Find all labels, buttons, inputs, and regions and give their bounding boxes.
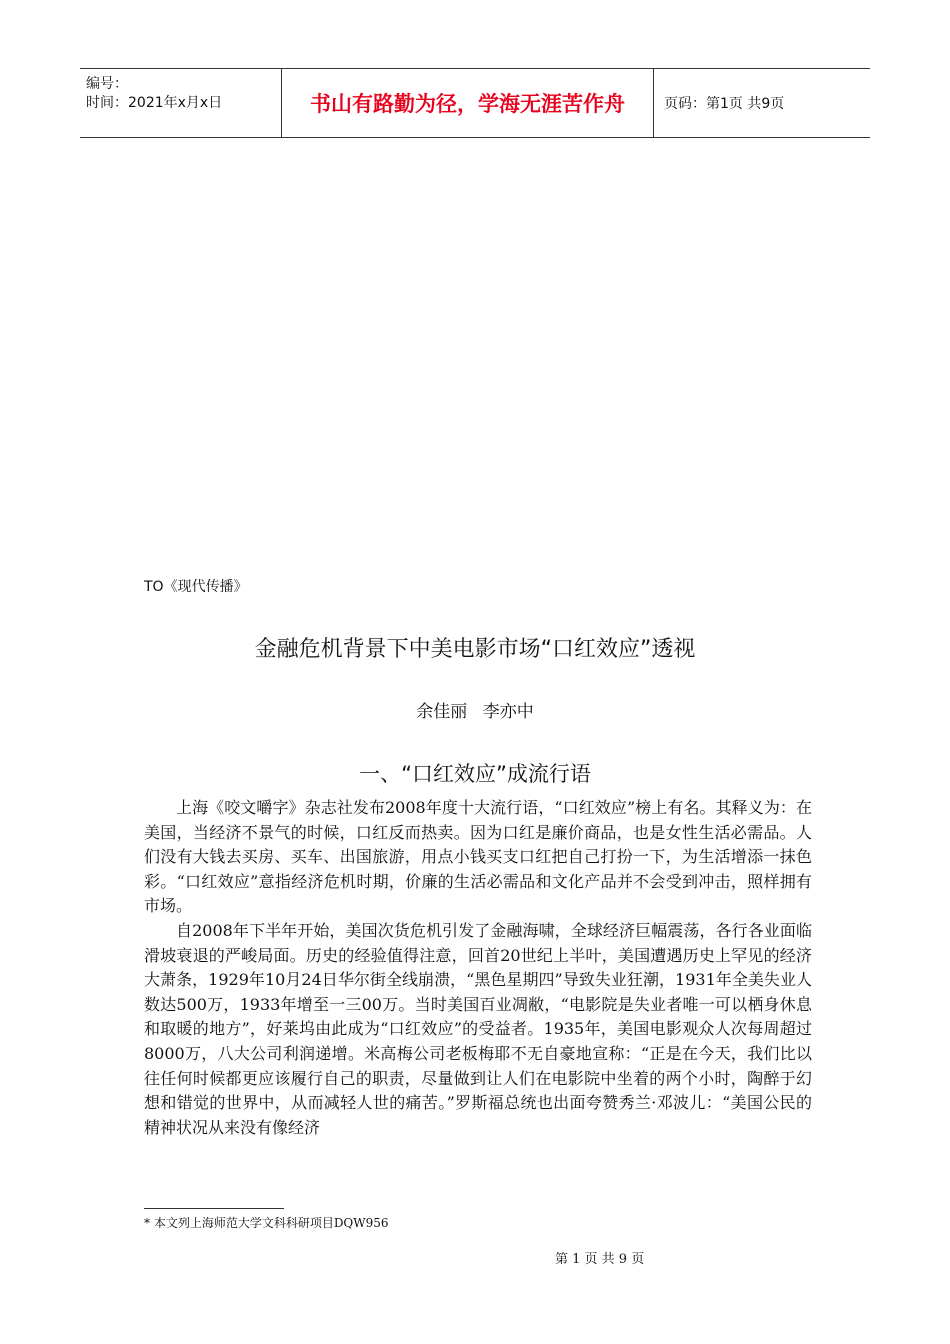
paragraph: 自2008年下半年开始，美国次货危机引发了金融海啸，全球经济巨幅震荡，各行各业面临滑坡衰退的严峻局面。历史的经验值得注意，回首20世纪上半叶，美国遭遇历史上罕见的经济大萧条，1929年10月24日华尔街全线崩溃，“黑色星期四”导致失业狂潮，1931年全美失业人数达500万，1933年增至一三00万。当时美国百业凋敝，“电影院是失业者唯一可以栖身休息和取暖的地方”，好莱坞由此成为“口红效应”的受益者。1935年，美国电影观众人次每周超过8000万，八大公司利润递增。米高梅公司老板梅耶不无自豪地宣称：“正是在今天，我们比以往任何时候都更应该履行自己的职责，尽量做到让人们在电影院中坐着的两个小时，陶醉于幻想和错觉的世界中，从而减轻人世的痛苦。”罗斯福总统也出面夸赞秀兰·邓波儿：“美国公民的精神状况从来没有像经济: [144, 920, 812, 1137]
article-body: [144, 796, 812, 1140]
source-line: TO《现代传播》: [144, 579, 248, 595]
header-page-info: 页码：第1页 共9页: [664, 96, 785, 112]
footnote-divider: [144, 1208, 284, 1209]
section-heading: 一、“口红效应”成流行语: [359, 762, 591, 786]
article-title: 金融危机背景下中美电影市场“口红效应”透视: [254, 637, 696, 662]
header-motto: 书山有路勤为径，学海无涯苦作舟: [282, 69, 654, 137]
document-header: [80, 68, 870, 138]
date-label: 时间：2021年x月x日: [86, 95, 223, 111]
header-meta: [80, 69, 282, 137]
authors: 余佳丽 李亦中: [416, 702, 534, 722]
number-label: 编号：: [86, 76, 128, 92]
page-footer: 第 1 页 共 9 页: [555, 1252, 645, 1267]
paragraph: 上海《咬文嚼字》杂志社发布2008年度十大流行语，“口红效应”榜上有名。其释义为：在美国，当经济不景气的时候，口红反而热卖。因为口红是廉价商品，也是女性生活必需品。人们没有大钱去买房、买车、出国旅游，用点小钱买支口红把自己打扮一下，为生活增添一抹色彩。“口红效应”意指经济危机时期，价廉的生活必需品和文化产品并不会受到冲击，照样拥有市场。: [144, 798, 812, 916]
footnote: * 本文列上海师范大学文科科研项目DQW956: [144, 1216, 389, 1230]
